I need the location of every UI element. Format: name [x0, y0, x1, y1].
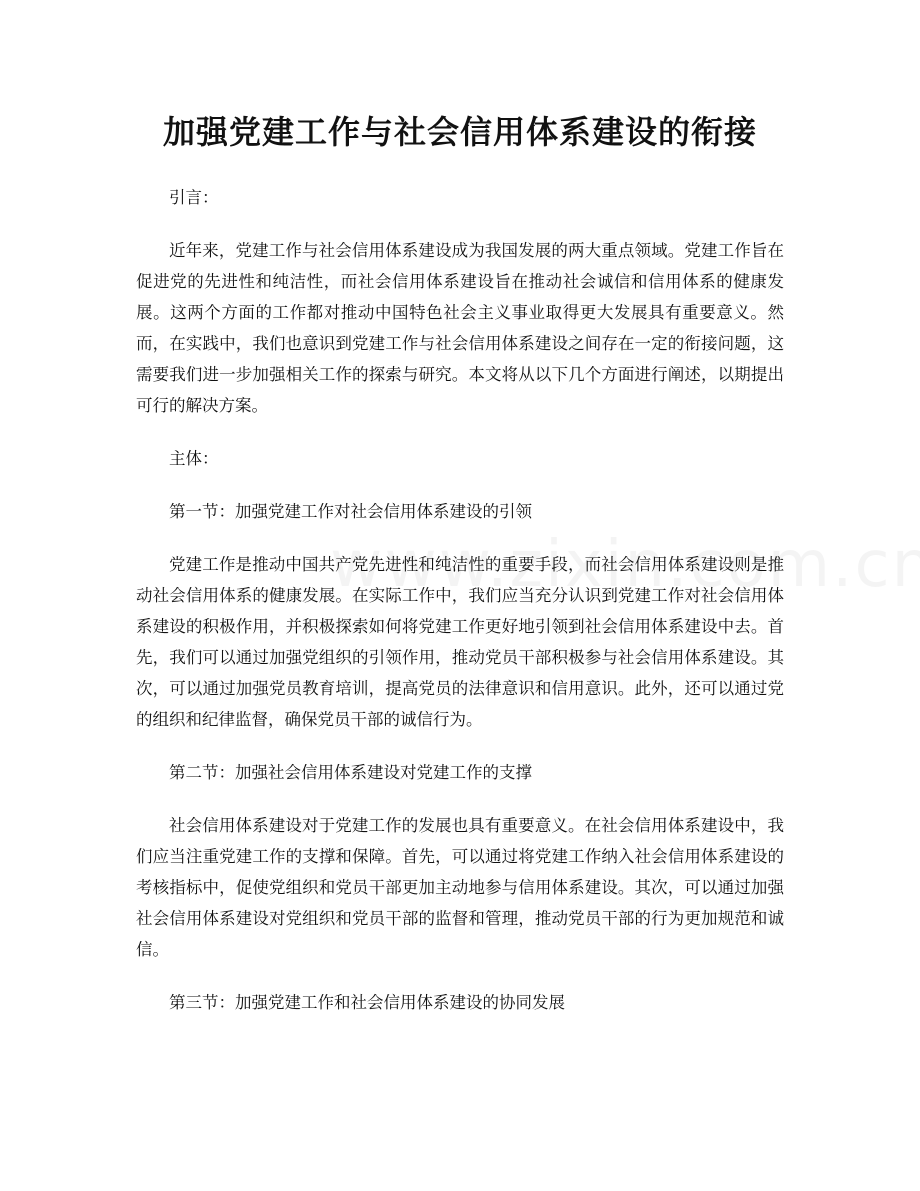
- section-1-heading: 第一节：加强党建工作对社会信用体系建设的引领: [169, 502, 532, 521]
- document-content: [136, 182, 784, 1018]
- intro-label: 引言：: [169, 188, 219, 207]
- section-1-paragraph: 党建工作是推动中国共产党先进性和纯洁性的重要手段，而社会信用体系建设则是推动社会信用体系的健康发展。在实际工作中，我们应当充分认识到党建工作对社会信用体系建设的积极作用，并积极探索如何将党建工作更好地引领到社会信用体系建设中去。首先，我们可以通过加强党组织的引领作用，推动党员干部积极参与社会信用体系建设。其次，可以通过加强党员教育培训，提高党员的法律意识和信用意识。此外，还可以通过党的组织和纪律监督，确保党员干部的诚信行为。: [136, 555, 784, 729]
- section-2-heading: 第二节：加强社会信用体系建设对党建工作的支撑: [169, 763, 532, 782]
- section-3-heading: 第三节：加强党建工作和社会信用体系建设的协同发展: [169, 993, 565, 1012]
- intro-paragraph: 近年来，党建工作与社会信用体系建设成为我国发展的两大重点领域。党建工作旨在促进党的先进性和纯洁性，而社会信用体系建设旨在推动社会诚信和信用体系的健康发展。这两个方面的工作都对推动中国特色社会主义事业取得更大发展具有重要意义。然而，在实践中，我们也意识到党建工作与社会信用体系建设之间存在一定的衔接问题，这需要我们进一步加强相关工作的探索与研究。本文将从以下几个方面进行阐述，以期提出可行的解决方案。: [136, 241, 784, 415]
- section-2-paragraph: 社会信用体系建设对于党建工作的发展也具有重要意义。在社会信用体系建设中，我们应当注重党建工作的支撑和保障。首先，可以通过将党建工作纳入社会信用体系建设的考核指标中，促使党组织和党员干部更加主动地参与信用体系建设。其次，可以通过加强社会信用体系建设对党组织和党员干部的监督和管理，推动党员干部的行为更加规范和诚信。: [136, 816, 784, 959]
- body-label: 主体：: [169, 449, 219, 468]
- document-title: 加强党建工作与社会信用体系建设的衔接: [162, 113, 757, 151]
